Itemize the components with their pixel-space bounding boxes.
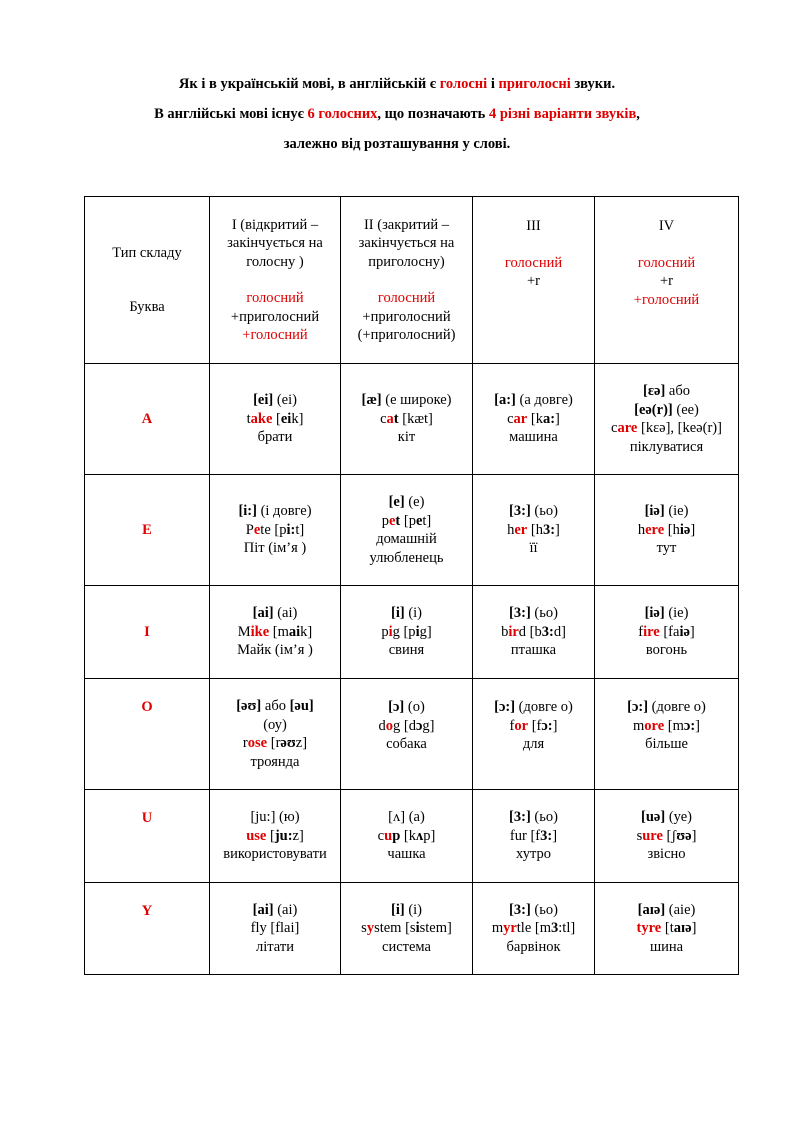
letter-a: A <box>85 364 210 475</box>
cell-u-2: [ʌ] (а) cup [kʌp] чашка <box>341 790 473 883</box>
letter-o: O <box>85 679 210 790</box>
cell-y-3: [3:] (ьо) myrtle [m3:tl] барвінок <box>473 883 595 975</box>
cell-a-4: [ɛə] або [eə(r)] (ee) care [kɛə], [keə(r)] піклуватися <box>595 364 739 475</box>
cell-a-1: [ei] (ei) take [eik] брати <box>210 364 341 475</box>
cell-i-3: [3:] (ьо) bird [b3:d] пташка <box>473 586 595 679</box>
cell-y-4: [aɪə] (aie) tyre [taɪə] шина <box>595 883 739 975</box>
vowel-table <box>84 196 739 975</box>
cell-u-3: [3:] (ьо) fur [f3:] хутро <box>473 790 595 883</box>
letter-i: I <box>85 586 210 679</box>
table-row-a <box>85 364 739 475</box>
table-row-e <box>85 475 739 586</box>
table-row-u <box>85 790 739 883</box>
intro-line-1: Як і в українській мові, в англійській є голосні і приголосні звуки. <box>178 76 616 92</box>
cell-e-3: [3:] (ьо) her [h3:] її <box>473 475 595 586</box>
cell-i-1: [ai] (аі) Mike [maik] Майк (ім’я ) <box>210 586 341 679</box>
cell-o-4: [ɔ:] (довге о) more [mɔ:] більше <box>595 679 739 790</box>
cell-u-1: [ju:] (ю) use [ju:z] використовувати <box>210 790 341 883</box>
header-col-3: III голосний +r <box>473 197 595 364</box>
cell-a-2: [æ] (е широке) cat [kæt] кіт <box>341 364 473 475</box>
cell-i-4: [iə] (іе) fire [faiə] вогонь <box>595 586 739 679</box>
table-row-y <box>85 883 739 975</box>
table-header-row <box>85 197 739 364</box>
cell-u-4: [uə] (уе) sure [ʃʊə] звісно <box>595 790 739 883</box>
table-row-i <box>85 586 739 679</box>
header-type-cell: Тип складу Буква <box>85 197 210 364</box>
header-col-2: II (закритий – закінчується на приголосну) голосний +приголосний (+приголосний) <box>341 197 473 364</box>
cell-e-2: [e] (е) pet [pet] домашній улюбленець <box>341 475 473 586</box>
intro-line-3: залежно від розташування у слові. <box>283 136 511 152</box>
cell-o-1: [əʊ] або [əu] (оу) rose [rəʊz] троянда <box>210 679 341 790</box>
cell-y-2: [i] (і) system [sistem] система <box>341 883 473 975</box>
cell-o-2: [ɔ] (о) dog [dɔg] собака <box>341 679 473 790</box>
cell-e-1: [i:] (і довге) Pete [pi:t] Піт (ім’я ) <box>210 475 341 586</box>
table-row-o <box>85 679 739 790</box>
intro-text <box>0 76 794 166</box>
header-col-1: I (відкритий – закінчується на голосну ) голосний +приголосний +голосний <box>210 197 341 364</box>
cell-a-3: [a:] (а довге) car [ka:] машина <box>473 364 595 475</box>
cell-o-3: [ɔ:] (довге о) for [fɔ:] для <box>473 679 595 790</box>
cell-y-1: [ai] (аі) fly [flai] літати <box>210 883 341 975</box>
letter-e: E <box>85 475 210 586</box>
letter-y: Y <box>85 883 210 975</box>
cell-e-4: [iə] (іе) here [hiə] тут <box>595 475 739 586</box>
letter-u: U <box>85 790 210 883</box>
header-col-4: IV голосний +r +голосний <box>595 197 739 364</box>
cell-i-2: [i] (і) pig [pig] свиня <box>341 586 473 679</box>
intro-line-2: В англійські мові існує 6 голосних, що позначають 4 різні варіанти звуків, <box>154 106 640 122</box>
